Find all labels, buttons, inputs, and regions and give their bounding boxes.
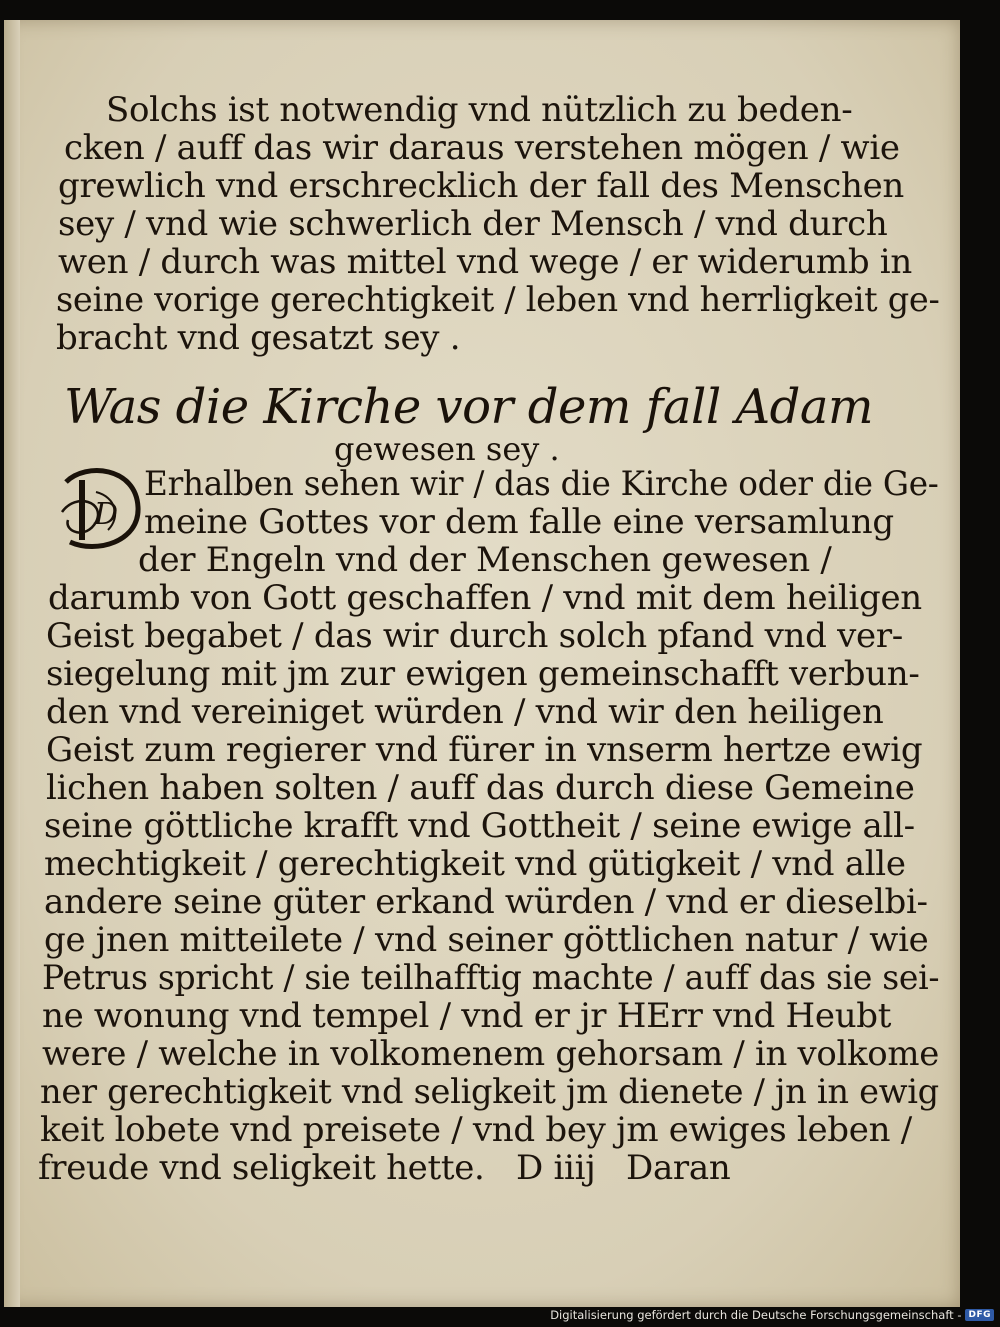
dfg-logo-icon: DFG [965, 1309, 994, 1321]
text-line: ner gerechtigkeit vnd seligkeit jm dienete / jn in ewig [40, 1072, 939, 1112]
text-line: meine Gottes vor dem falle eine versamlung [144, 502, 894, 542]
text-line: darumb von Gott geschaffen / vnd mit dem heiligen [48, 578, 922, 618]
text-line: seine vorige gerechtigkeit / leben vnd herrligkeit ge- [56, 280, 940, 320]
text-line: grewlich vnd erschrecklich der fall des Menschen [58, 166, 905, 206]
text-line: sey / vnd wie schwerlich der Mensch / vnd durch [58, 204, 888, 244]
text-line: Geist zum regierer vnd fürer in vnserm hertze ewig [46, 730, 923, 770]
text-line-last: freude vnd seligkeit hette. [38, 1148, 485, 1188]
text-line: mechtigkeit / gerechtigkeit vnd gütigkeit / vnd alle [44, 844, 906, 884]
section-subheading: gewesen sey . [334, 430, 560, 468]
text-line: den vnd vereiniget würden / vnd wir den heiligen [46, 692, 884, 732]
text-line: Erhalben sehen wir / das die Kirche oder die Ge- [144, 464, 939, 504]
digitization-footer [550, 1308, 994, 1322]
svg-text:D: D [94, 497, 119, 532]
text-line: keit lobete vnd preisete / vnd bey jm ewiges leben / [40, 1110, 912, 1150]
text-line: wen / durch was mittel vnd wege / er widerumb in [58, 242, 912, 282]
section-heading: Was die Kirche vor dem fall Adam [64, 379, 874, 435]
page-gutter [4, 20, 20, 1307]
footer-text: Digitalisierung gefördert durch die Deutsche Forschungsgemeinschaft - [550, 1308, 962, 1322]
signature-mark: D iiij [516, 1148, 596, 1188]
decorated-initial [56, 462, 146, 554]
text-line: andere seine güter erkand würden / vnd er dieselbi- [44, 882, 928, 922]
initial-flourish-icon [56, 462, 146, 554]
text-line: cken / auff das wir daraus verstehen mögen / wie [64, 128, 900, 168]
text-line: ne wonung vnd tempel / vnd er jr HErr vnd Heubt [42, 996, 892, 1036]
text-line: Solchs ist notwendig vnd nützlich zu beden- [106, 90, 853, 130]
text-line: siegelung mit jm zur ewigen gemeinschafft verbun- [46, 654, 920, 694]
catchword: Daran [626, 1148, 731, 1188]
text-line: lichen haben solten / auff das durch diese Gemeine [46, 768, 915, 808]
text-line: seine göttliche krafft vnd Gottheit / seine ewige all- [44, 806, 915, 846]
text-line: Petrus spricht / sie teilhafftig machte / auff das sie sei- [42, 958, 940, 998]
text-line: der Engeln vnd der Menschen gewesen / [138, 540, 832, 580]
book-page [4, 20, 960, 1307]
text-line: were / welche in volkomenem gehorsam / in volkome [42, 1034, 939, 1074]
text-line: ge jnen mitteilete / vnd seiner göttlichen natur / wie [44, 920, 929, 960]
text-line: bracht vnd gesatzt sey . [56, 318, 461, 358]
text-line: Geist begabet / das wir durch solch pfand vnd ver- [46, 616, 903, 656]
